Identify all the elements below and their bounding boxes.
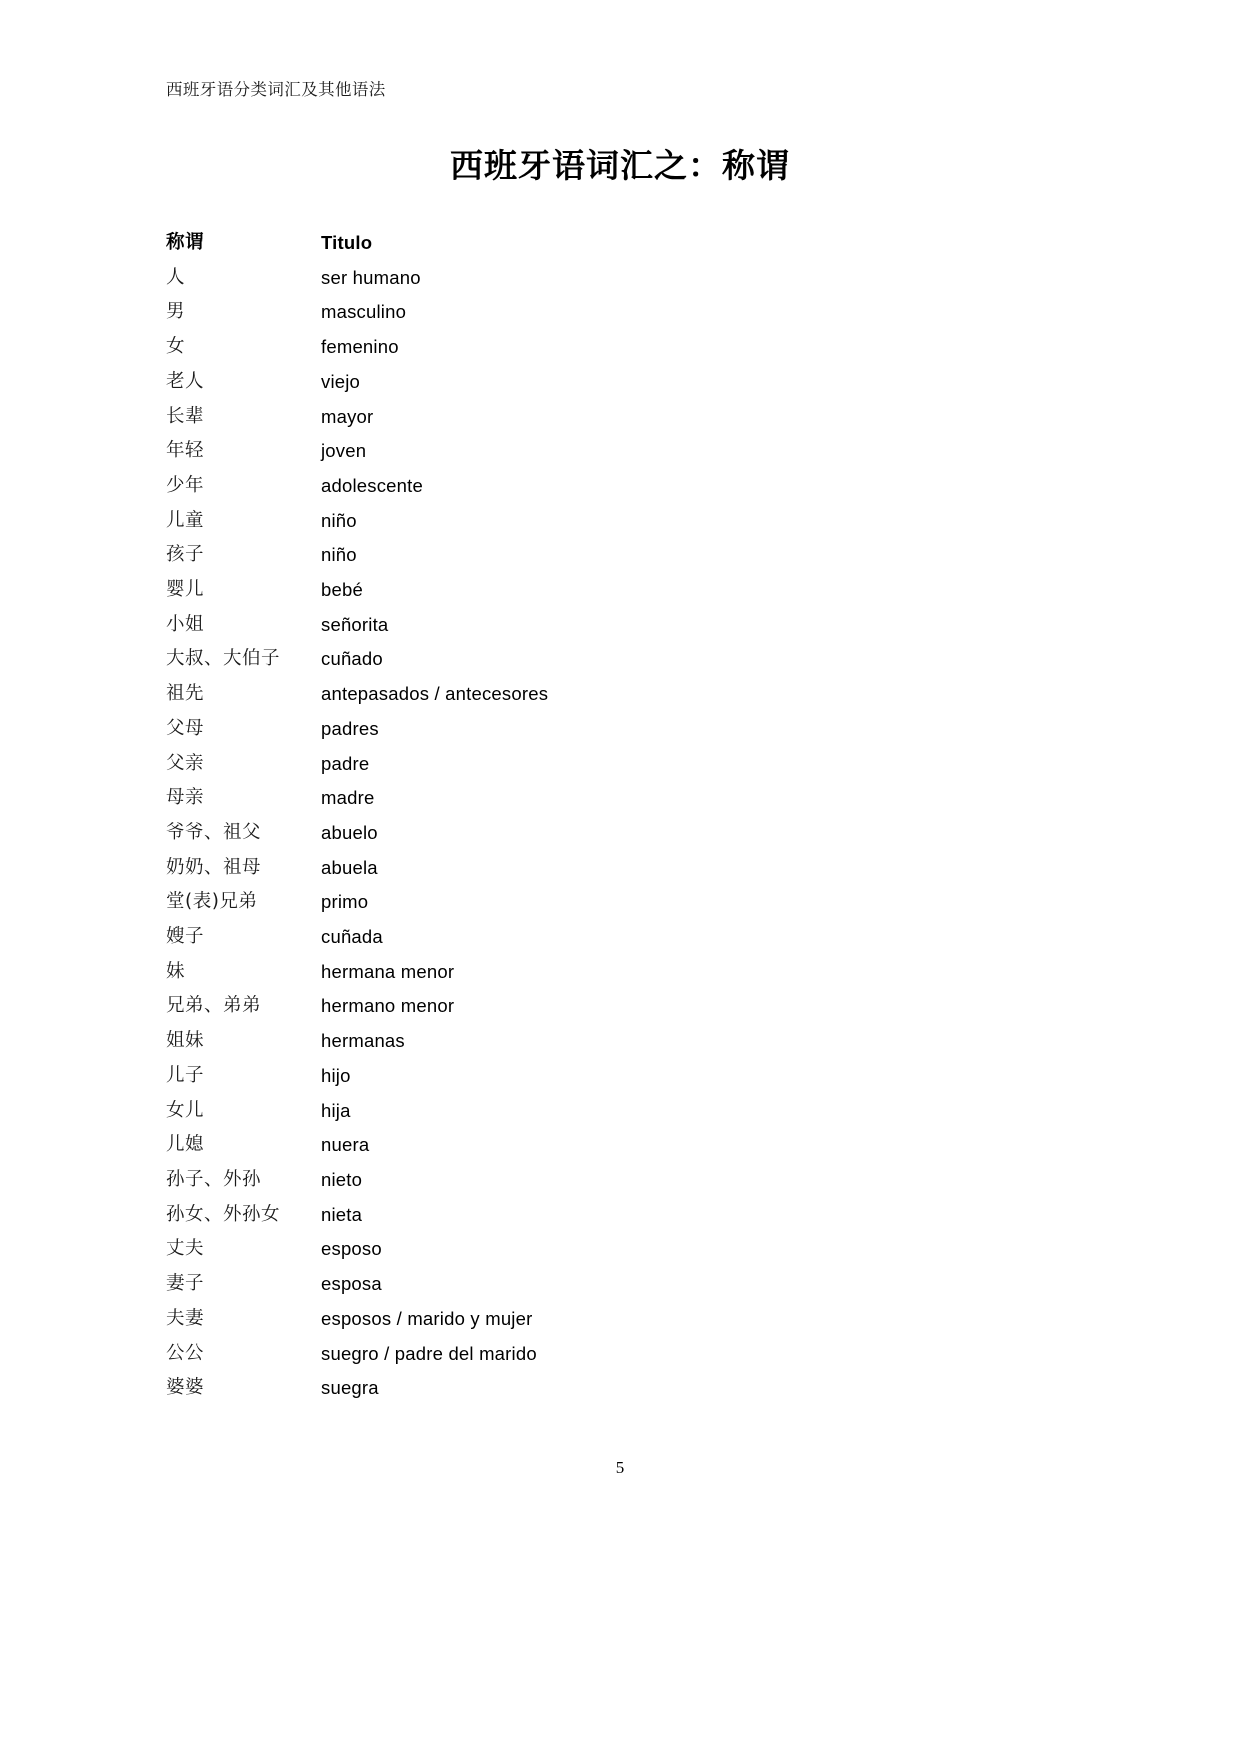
cell-chinese: 父亲 bbox=[166, 752, 205, 774]
cell-spanish: nieta bbox=[321, 1203, 363, 1225]
cell-spanish: antepasados / antecesores bbox=[321, 683, 549, 705]
cell-chinese: 公公 bbox=[166, 1342, 205, 1364]
table-row bbox=[166, 1267, 946, 1302]
cell-spanish: hija bbox=[321, 1099, 351, 1121]
cell-chinese: 夫妻 bbox=[166, 1307, 205, 1329]
table-row bbox=[166, 781, 946, 816]
cell-spanish: suegro / padre del marido bbox=[321, 1342, 537, 1364]
cell-spanish: niño bbox=[321, 544, 357, 566]
table-row bbox=[166, 712, 946, 747]
cell-chinese: 孙女、外孙女 bbox=[166, 1203, 281, 1225]
cell-chinese: 嫂子 bbox=[166, 926, 205, 948]
cell-spanish: femenino bbox=[321, 336, 399, 358]
vocabulary-table bbox=[166, 226, 946, 1406]
cell-chinese: 老人 bbox=[166, 370, 205, 392]
cell-chinese: 男 bbox=[166, 301, 186, 323]
cell-spanish: cuñada bbox=[321, 926, 383, 948]
cell-spanish: adolescente bbox=[321, 474, 423, 496]
running-header: 西班牙语分类词汇及其他语法 bbox=[166, 80, 386, 99]
cell-spanish: hermana menor bbox=[321, 960, 455, 982]
table-header bbox=[166, 226, 946, 261]
cell-chinese: 丈夫 bbox=[166, 1238, 205, 1260]
table-row bbox=[166, 955, 946, 990]
cell-spanish: esposo bbox=[321, 1238, 382, 1260]
cell-spanish: niño bbox=[321, 509, 357, 531]
cell-chinese: 兄弟、弟弟 bbox=[166, 995, 262, 1017]
table-row bbox=[166, 816, 946, 851]
cell-chinese: 孙子、外孙 bbox=[166, 1168, 262, 1190]
table-row bbox=[166, 885, 946, 920]
cell-chinese: 儿子 bbox=[166, 1064, 205, 1086]
cell-chinese: 长辈 bbox=[166, 405, 205, 427]
cell-spanish: padre bbox=[321, 752, 370, 774]
cell-chinese: 婴儿 bbox=[166, 579, 205, 601]
cell-chinese: 人 bbox=[166, 266, 186, 288]
cell-spanish: viejo bbox=[321, 370, 361, 392]
table-row bbox=[166, 747, 946, 782]
table-row bbox=[166, 1302, 946, 1337]
cell-spanish: abuela bbox=[321, 856, 378, 878]
page-title: 西班牙语词汇之：称谓 bbox=[450, 146, 790, 185]
cell-chinese: 妻子 bbox=[166, 1273, 205, 1295]
cell-spanish: nuera bbox=[321, 1134, 370, 1156]
table-row bbox=[166, 1128, 946, 1163]
cell-spanish: suegra bbox=[321, 1377, 379, 1399]
page-number: 5 bbox=[615, 1458, 625, 1477]
cell-spanish: padres bbox=[321, 717, 379, 739]
table-row bbox=[166, 573, 946, 608]
table-row bbox=[166, 1163, 946, 1198]
table-row bbox=[166, 400, 946, 435]
cell-chinese: 爷爷、祖父 bbox=[166, 821, 262, 843]
table-row bbox=[166, 434, 946, 469]
cell-spanish: primo bbox=[321, 891, 369, 913]
cell-chinese: 女儿 bbox=[166, 1099, 205, 1121]
cell-chinese: 妹 bbox=[166, 960, 186, 982]
table-body bbox=[166, 261, 946, 1406]
cell-chinese: 母亲 bbox=[166, 787, 205, 809]
table-row bbox=[166, 1198, 946, 1233]
cell-chinese: 堂(表)兄弟 bbox=[166, 891, 258, 913]
cell-chinese: 祖先 bbox=[166, 683, 205, 705]
cell-chinese: 大叔、大伯子 bbox=[166, 648, 281, 670]
cell-spanish: hermano menor bbox=[321, 995, 455, 1017]
table-row bbox=[166, 1232, 946, 1267]
table-row bbox=[166, 677, 946, 712]
table-row bbox=[166, 261, 946, 296]
cell-spanish: mayor bbox=[321, 405, 374, 427]
table-row bbox=[166, 642, 946, 677]
cell-chinese: 父母 bbox=[166, 717, 205, 739]
cell-spanish: cuñado bbox=[321, 648, 383, 670]
table-row bbox=[166, 1094, 946, 1129]
table-row bbox=[166, 920, 946, 955]
cell-spanish: masculino bbox=[321, 301, 407, 323]
cell-spanish: señorita bbox=[321, 613, 389, 635]
table-row bbox=[166, 330, 946, 365]
cell-chinese: 小姐 bbox=[166, 613, 205, 635]
cell-spanish: bebé bbox=[321, 579, 363, 601]
cell-chinese: 姐妹 bbox=[166, 1030, 205, 1052]
cell-spanish: madre bbox=[321, 787, 375, 809]
column-header-spanish: Titulo bbox=[321, 232, 373, 253]
table-row bbox=[166, 1059, 946, 1094]
table-row bbox=[166, 1337, 946, 1372]
column-header-chinese: 称谓 bbox=[166, 232, 205, 253]
table-row bbox=[166, 851, 946, 886]
cell-spanish: nieto bbox=[321, 1168, 363, 1190]
cell-chinese: 女 bbox=[166, 336, 186, 358]
cell-spanish: abuelo bbox=[321, 821, 378, 843]
table-row bbox=[166, 295, 946, 330]
table-row bbox=[166, 1024, 946, 1059]
table-row bbox=[166, 469, 946, 504]
cell-spanish: joven bbox=[321, 440, 367, 462]
table-row bbox=[166, 608, 946, 643]
cell-chinese: 儿媳 bbox=[166, 1134, 205, 1156]
cell-chinese: 少年 bbox=[166, 474, 205, 496]
cell-chinese: 年轻 bbox=[166, 440, 205, 462]
cell-chinese: 孩子 bbox=[166, 544, 205, 566]
cell-chinese: 儿童 bbox=[166, 509, 205, 531]
cell-spanish: hermanas bbox=[321, 1030, 405, 1052]
table-row bbox=[166, 989, 946, 1024]
cell-spanish: hijo bbox=[321, 1064, 351, 1086]
table-row bbox=[166, 365, 946, 400]
table-row bbox=[166, 1371, 946, 1406]
cell-chinese: 婆婆 bbox=[166, 1377, 205, 1399]
table-header-row bbox=[166, 226, 946, 261]
cell-spanish: esposa bbox=[321, 1273, 382, 1295]
cell-chinese: 奶奶、祖母 bbox=[166, 856, 262, 878]
table-row bbox=[166, 538, 946, 573]
table-row bbox=[166, 504, 946, 539]
cell-spanish: esposos / marido y mujer bbox=[321, 1307, 533, 1329]
cell-spanish: ser humano bbox=[321, 266, 421, 288]
